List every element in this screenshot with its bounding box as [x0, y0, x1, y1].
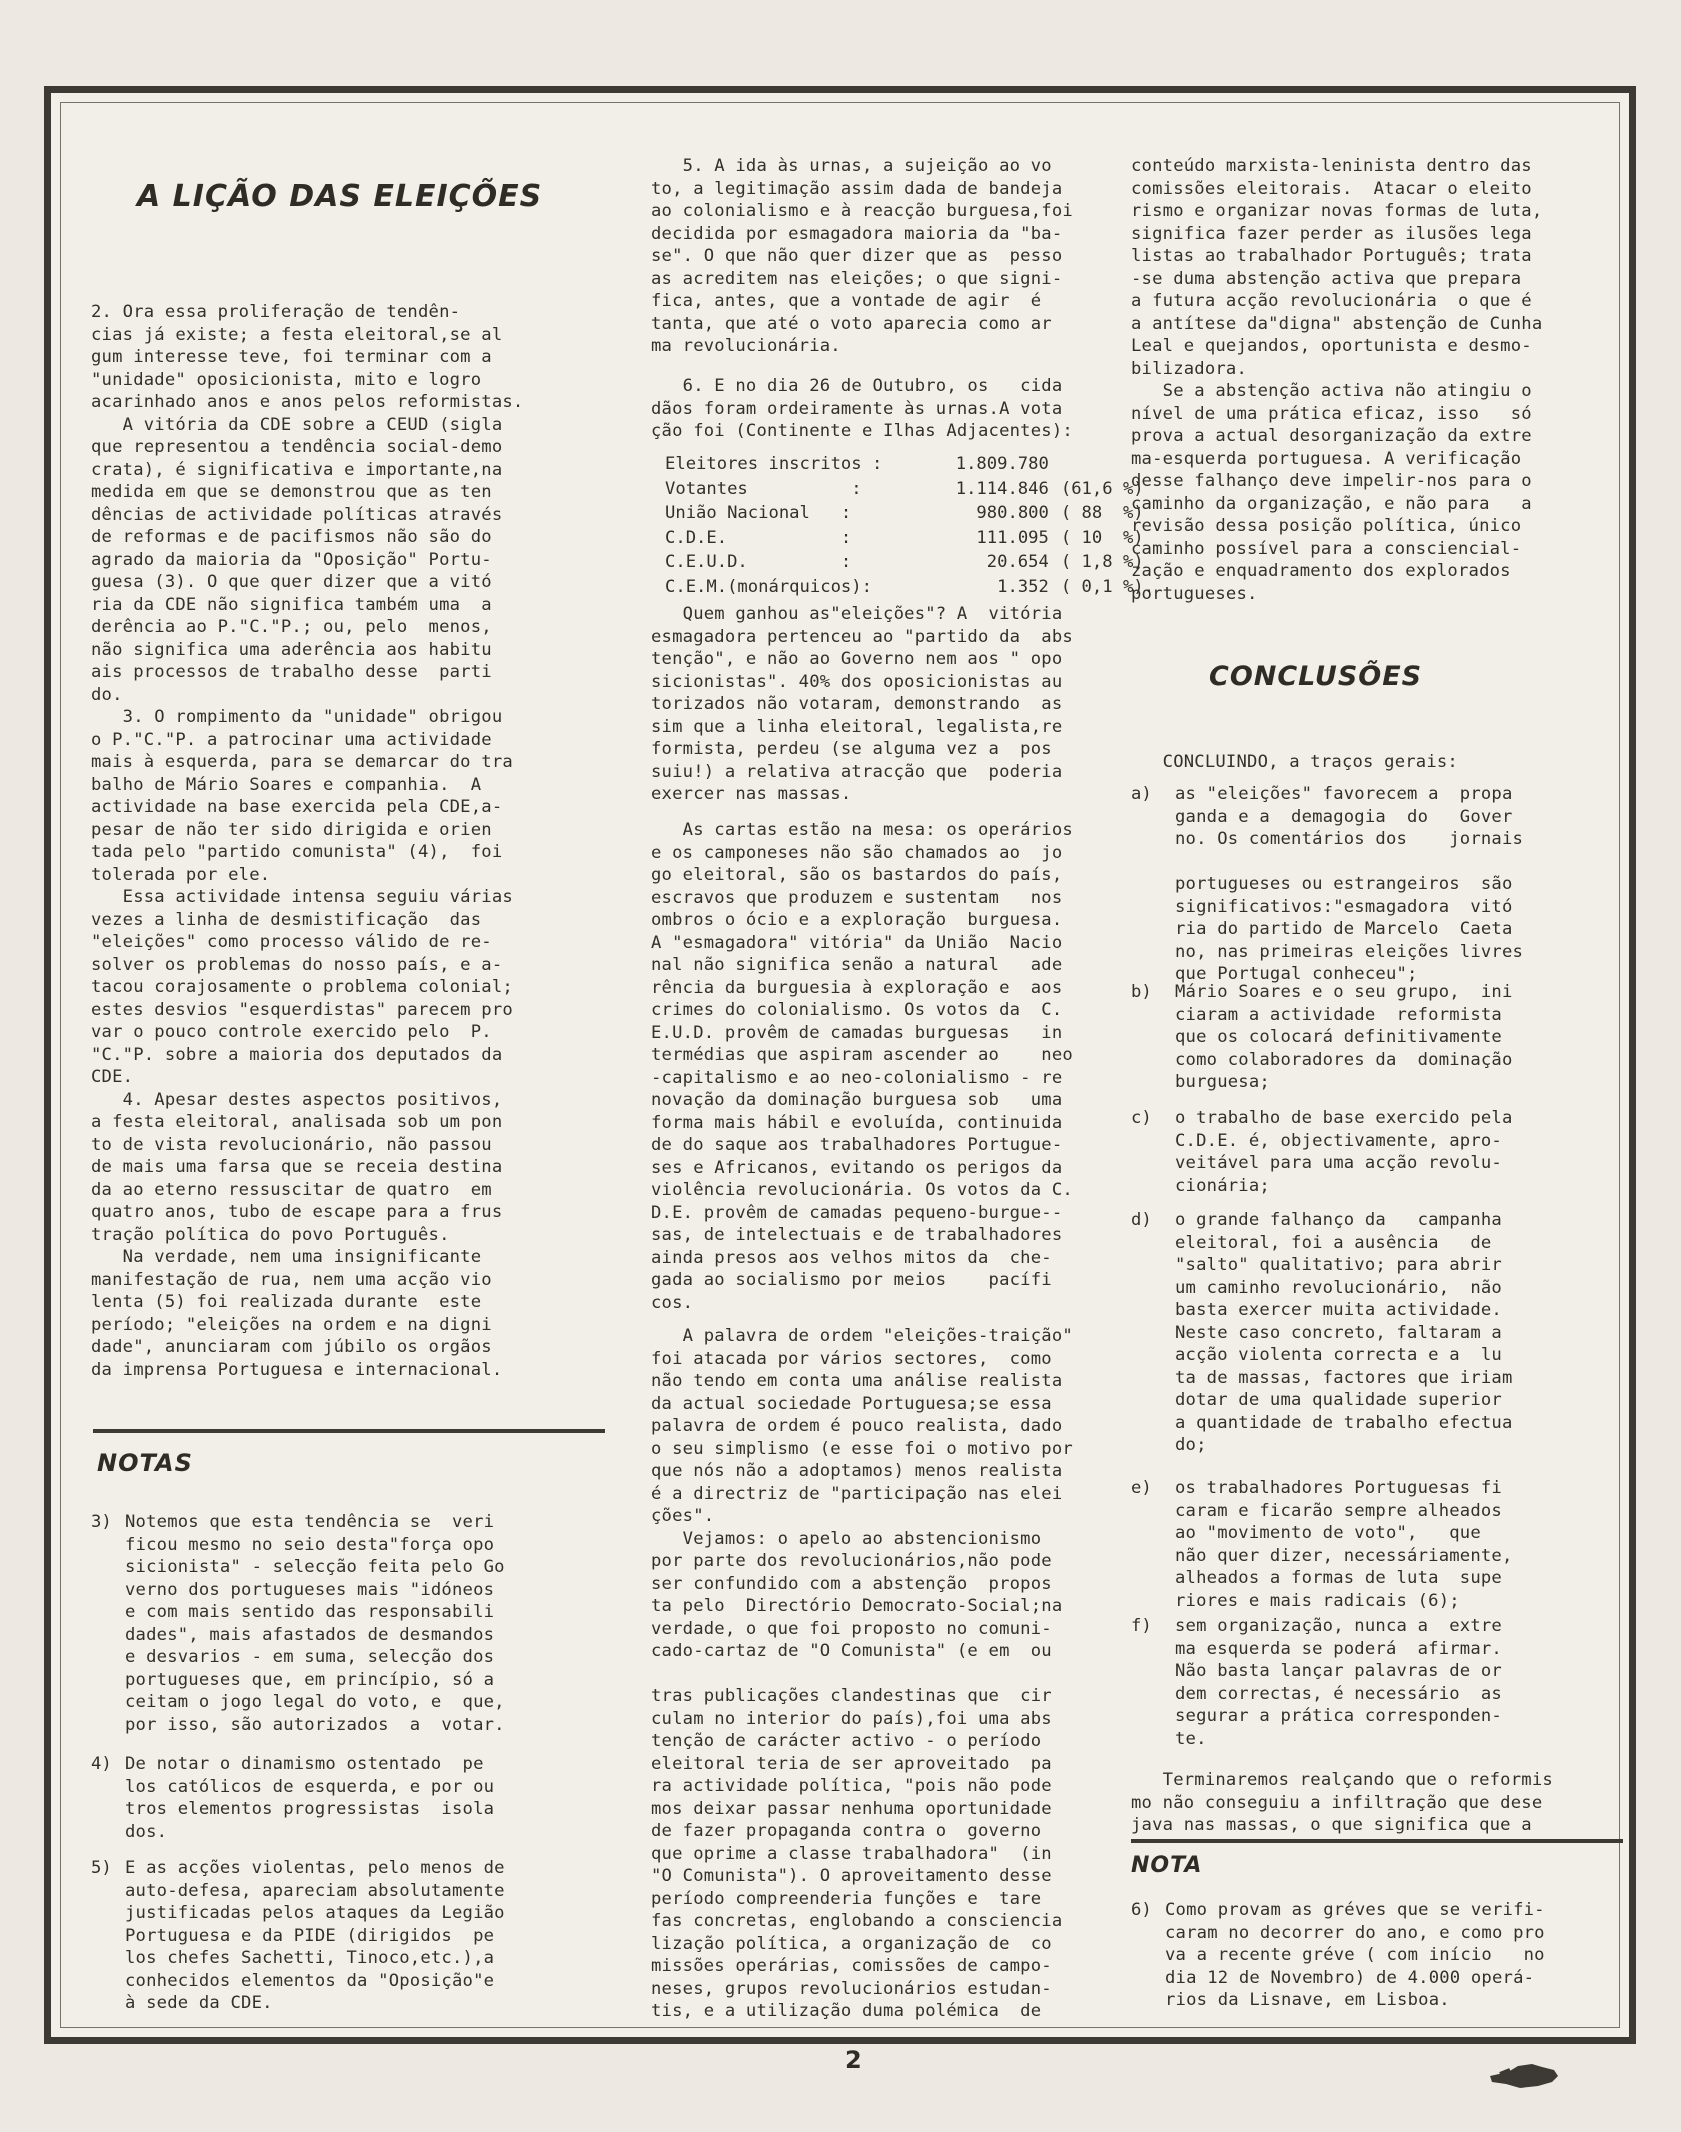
conclusion-letter: d)	[1131, 1210, 1152, 1230]
conclusion-text: os trabalhadores Portuguesas fi caram e ficarão sempre alheados ao "movimento de voto", que não quer dizer, necessáriamente, alheados a formas de luta supe riores e mais radicais (6);	[1175, 1478, 1513, 1611]
paragraph-6: 6. E no dia 26 de Outubro, os cida dãos foram ordeiramente às urnas.A vota ção foi (Continente e Ilhas Adjacentes):	[651, 376, 1073, 441]
vote-label: União Nacional :	[665, 503, 852, 523]
conclusion-d	[1131, 1209, 1513, 1457]
conclusion-letter: a)	[1131, 784, 1152, 804]
vote-row	[665, 551, 1154, 574]
nota-title: NOTA	[1131, 1853, 1203, 1878]
conclusion-letter: e)	[1131, 1478, 1152, 1498]
conclusion-text: Mário Soares e o seu grupo, ini ciaram a actividade reformista que os colocará definitivamente como colaboradores da dominação burguesa;	[1175, 982, 1513, 1092]
closing-text: Terminaremos realçando que o reformis mo não conseguiu a infiltração que dese java nas massas, o que significa que a	[1131, 1770, 1553, 1835]
vote-row	[665, 453, 1154, 476]
note-6	[1131, 1899, 1545, 2012]
vote-value: 20.654	[986, 552, 1049, 572]
conclusions-intro: CONCLUINDO, a traços gerais:	[1131, 752, 1458, 772]
nota-rule	[1131, 1839, 1623, 1843]
note-3	[91, 1511, 505, 1736]
paragraph-8: As cartas estão na mesa: os operários e os camponeses não são chamados ao jo go eleitoral, são os bastardos do país, escravos que produzem e sustentam nos ombros o ócio e a exploração burguesa. A "esmagadora" vitória" da União Nacio nal não significa senão a natural ade rência da burguesia à exploração e aos crimes do colonialismo. Os votos da C. E.U.D. provêm de camadas burguesas in termédias que aspiram ascender ao neo -capitalismo e ao neo-colonialismo - re novação da dominação burguesa sob uma forma mais hábil e evoluída, continuida de do saque aos trabalhadores Portugue- ses e Africanos, evitando os perigos da violência revolucionária. Os votos da C. D.E. provêm de camadas pequeno-burgue-- sas, de intelectuais e de trabalhadores ainda presos aos velhos mitos da che- gada ao socialismo por meios pacífi cos.	[651, 820, 1073, 1313]
column-3	[1131, 93, 1631, 2037]
note-5	[91, 1857, 505, 2015]
conclusion-text: sem organização, nunca a extre ma esquerda se poderá afirmar. Não basta lançar palavras de or dem correctas, é necessário as segurar a prática corresponden- te.	[1175, 1616, 1502, 1749]
column-1	[73, 93, 613, 2037]
vote-row	[665, 576, 1154, 599]
conclusions-title: CONCLUSÕES	[1209, 661, 1423, 692]
note-number: 4)	[91, 1754, 112, 1774]
conclusion-c	[1131, 1107, 1513, 1197]
page-frame	[44, 86, 1636, 2044]
paragraph-9: A palavra de ordem "eleições-traição" foi atacada por vários sectores, como não tendo em conta uma análise realista da actual sociedade Portuguesa;se essa palavra de ordem é pouco realista, dado o seu simplismo (e esse foi o motivo por que nós não a adoptamos) menos realista é a directriz de "participação nas elei ções". Vejamos: o apelo ao abstencionismo por parte dos revolucionários,não pode ser confundido com a abstenção propos ta pelo Directório Democrato-Social;na verdade, o que foi proposto no comuni- cado-cartaz de "O Comunista" (e em ou tras publicações clandestinas que cir culam no interior do país),foi uma abs tenção de carácter activo - o período eleitoral teria de ser aproveitado pa ra actividade política, "pois não pode mos deixar passar nenhuma oportunidade de fazer propaganda contra o governo que oprime a classe trabalhadora" (in "O Comunista"). O aproveitamento desse período compreenderia funções e tare fas concretas, englobando a consciencia lização política, a organização de co missões operárias, comissões de campo- neses, grupos revolucionários estudan- tis, e a utilização duma polémica de	[651, 1326, 1073, 2021]
vote-value: 111.095	[976, 527, 1049, 548]
vote-label: Votantes :	[665, 478, 862, 499]
note-4	[91, 1753, 494, 1843]
column-2	[651, 93, 1156, 2037]
vote-value: 1.114.846	[955, 478, 1049, 499]
vote-value: 1.352	[997, 576, 1049, 597]
conclusion-a	[1131, 783, 1523, 986]
conclusion-letter: c)	[1131, 1108, 1152, 1128]
vote-results-table	[663, 451, 1156, 600]
page-number: 2	[845, 2046, 862, 2074]
vote-percent: ( 10 %)	[1060, 527, 1144, 548]
vote-row	[665, 502, 1154, 525]
vote-row	[665, 478, 1154, 501]
conclusion-e	[1131, 1477, 1513, 1612]
conclusion-text: as "eleições" favorecem a propa ganda e a demagogia do Gover no. Os comentários dos jornais portugueses ou estrangeiros são significativos:"esmagadora vitó ria do partido de Marcelo Caeta no, nas primeiras eleições livres que Portugal conheceu";	[1175, 784, 1524, 984]
conclusion-b	[1131, 981, 1513, 1094]
vote-label: C.E.U.D. :	[665, 552, 852, 572]
conclusion-text: o trabalho de base exercido pela C.D.E. é, objectivamente, apro- veitável para uma acção revolu- cionária;	[1175, 1108, 1513, 1196]
conclusion-f	[1131, 1615, 1502, 1750]
note-number: 3)	[91, 1512, 112, 1532]
note-number: 5)	[91, 1858, 112, 1878]
note-text: Notemos que esta tendência se veri ficou mesmo no seio desta"força opo sicionista" - selecção feita pelo Go verno dos portugueses mais "idóneos e com mais sentido das responsabili dades", mais afastados de desmandos e desvarios - em suma, selecção dos portugueses que, em princípio, só a ceitam o jogo legal do voto, e que, por isso, são autorizados a votar.	[125, 1512, 505, 1735]
paragraph-5: 5. A ida às urnas, a sujeição ao vo to, a legitimação assim dada de bandeja ao colonialismo e à reacção burguesa,foi decidida por esmagadora maioria da "ba- se". O que não quer dizer que as pesso as acreditem nas eleições; o que signi- fica, antes, que a vontade de agir é tanta, que até o voto aparecia como ar ma revolucionária.	[651, 156, 1073, 356]
vote-percent: (61,6 %)	[1060, 478, 1144, 499]
note-text: Como provam as gréves que se verifi- caram no decorrer do ano, e como pro va a recente gréve ( com início no dia 12 de Novembro) de 4.000 operá- rios da Lisnave, em Lisboa.	[1165, 1900, 1545, 2010]
vote-percent: ( 0,1 %).	[1060, 576, 1154, 597]
note-text: De notar o dinamismo ostentado pe los católicos de esquerda, e por ou tros elementos progressistas isola dos.	[125, 1754, 495, 1842]
main-text-left: 2. Ora essa proliferação de tendên- cias já existe; a festa eleitoral,se al gum interesse teve, foi terminar com a "unidade" oposicionista, mito e logro acarinhado anos e anos pelos reformistas. A vitória da CDE sobre a CEUD (sigla que representou a tendência social-demo crata), é significativa e importante,na medida em que se demonstrou que as ten dências de actividade políticas através de reformas e de pacifismos não são do agrado da maioria da "Oposição" Portu- guesa (3). O que quer dizer que a vitó ria da CDE não significa também uma a derência ao P."C."P.; ou, pelo menos, não significa uma aderência aos habitu ais processos de trabalho desse parti do. 3. O rompimento da "unidade" obrigou o P."C."P. a patrocinar uma actividade mais à esquerda, para se demarcar do tra balho de Mário Soares e companhia. A actividade na base exercida pela CDE,a- pesar de não ter sido dirigida e orien tada pelo "partido comunista" (4), foi tolerada por ele. Essa actividade intensa seguiu várias vezes a linha de desmistificação das "eleições" como processo válido de re- solver os problemas do nosso país, e a- tacou corajosamente o problema colonial; estes desvios "esquerdistas" parecem pro var o pouco controle exercido pelo P. "C."P. sobre a maioria dos deputados da CDE. 4. Apesar destes aspectos positivos, a festa eleitoral, analisada sob um pon to de vista revolucionário, não passou de mais uma farsa que se receia destina da ao eterno ressuscitar de quatro em quatro anos, tubo de escape para a frus tração política do povo Português. Na verdade, nem uma insignificante manifestação de rua, nem uma acção vio lenta (5) foi realizada durante este período; "eleições na ordem e na digni dade", anunciaram com júbilo os orgãos da imprensa Portuguesa e internacional.	[91, 302, 524, 1380]
vote-label: Eleitores inscritos :	[665, 454, 883, 474]
conclusion-letter: b)	[1131, 982, 1152, 1002]
note-number: 6)	[1131, 1900, 1152, 1920]
conclusion-text: o grande falhanço da campanha eleitoral, foi a ausência de "salto" qualitativo; para abrir um caminho revolucionário, não basta exercer muita actividade. Neste caso concreto, faltaram a acção violenta correcta e a lu ta de massas, factores que iriam dotar de uma qualidade superior a quantidade de trabalho efectua do;	[1175, 1210, 1513, 1455]
vote-value: 980.800	[976, 503, 1049, 523]
vote-label: C.E.M.(monárquicos):	[665, 576, 872, 597]
notes-title: NOTAS	[97, 1449, 193, 1477]
vote-row	[665, 527, 1154, 550]
paragraph-7: Quem ganhou as"eleições"? A vitória esmagadora pertenceu ao "partido da abs tenção", e não ao Governo nem aos " opo sicionistas". 40% dos oposicionistas au torizados não votaram, demonstrando as sim que a linha eleitoral, legalista,re formista, perdeu (se alguma vez a pos suiu!) a relativa atracção que poderia exercer nas massas.	[651, 604, 1073, 804]
vote-percent: ( 1,8 %)	[1060, 552, 1144, 572]
conclusion-letter: f)	[1131, 1616, 1152, 1636]
article-title: A LIÇÃO DAS ELEIÇÕES	[137, 179, 543, 214]
vote-label: C.D.E. :	[665, 527, 852, 548]
pointing-hand-icon	[1488, 2058, 1560, 2094]
paragraph-continued: conteúdo marxista-leninista dentro das comissões eleitorais. Atacar o eleito rismo e organizar novas formas de luta, significa fazer perder as ilusões lega listas ao trabalhador Português; trata -se duma abstenção activa que prepara a futura acção revolucionária o que é a antítese da"digna" abstenção de Cunha Leal e quejandos, oportunista e desmo- bilizadora. Se a abstenção activa não atingiu o nível de uma prática eficaz, isso só prova a actual desorganização da extre ma-esquerda portuguesa. A verificação desse falhanço deve impelir-nos para o caminho da organização, e não para a revisão dessa posição política, único caminho possível para a consciencial- zação e enquadramento dos explorados portugueses.	[1131, 156, 1543, 604]
note-text: E as acções violentas, pelo menos de auto-defesa, apareciam absolutamente justificadas pelos ataques da Legião Portuguesa e da PIDE (dirigidos pe los chefes Sachetti, Tinoco,etc.),a conhecidos elementos da "Oposição"e à sede da CDE.	[125, 1858, 505, 2013]
vote-percent: ( 88 %)	[1060, 503, 1144, 523]
notes-rule	[93, 1429, 605, 1433]
vote-value: 1.809.780	[955, 454, 1049, 474]
